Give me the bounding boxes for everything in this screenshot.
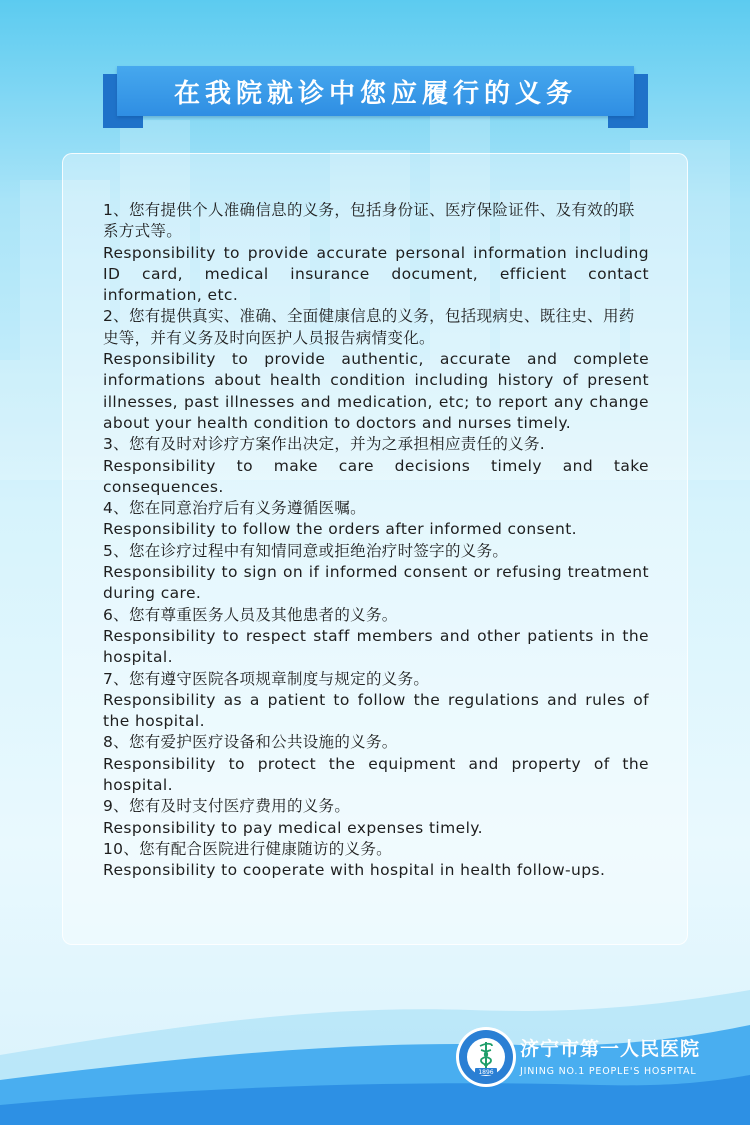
duty-9-en: Responsibility to pay medical expenses timely. <box>103 818 483 837</box>
duty-5-zh: 5、您在诊疗过程中有知情同意或拒绝治疗时签字的义务。 <box>103 541 509 560</box>
hospital-name-cn: 济宁市第一人民医院 <box>520 1038 701 1060</box>
duty-8-en: Responsibility to protect the equipment and property of the hospital. <box>103 754 649 795</box>
banner-body <box>117 66 634 116</box>
duty-10-en: Responsibility to cooperate with hospital in health follow-ups. <box>103 861 606 880</box>
duty-5-en: Responsibility to sign on if informed consent or refusing treatment during care. <box>103 563 649 603</box>
page-title: 在我院就诊中您应履行的义务 <box>173 78 577 109</box>
duty-10-zh: 10、您有配合医院进行健康随访的义务。 <box>103 839 392 858</box>
hospital-name-block <box>520 1034 700 1077</box>
duty-3-en: Responsibility to make care decisions timely and take consequences. <box>103 456 649 496</box>
duty-2-zh: 2、您有提供真实、准确、全面健康信息的义务，包括现病史、既往史、用药史等，并有义务及时向医护人员报告病情变化。 <box>103 307 635 347</box>
duty-9-zh: 9、您有及时支付医疗费用的义务。 <box>103 797 351 816</box>
duties-list <box>103 200 649 882</box>
duty-3-zh: 3、您有及时对诊疗方案作出决定，并为之承担相应责任的义务. <box>103 435 545 454</box>
title-banner <box>103 66 648 128</box>
duty-4-en: Responsibility to follow the orders after informed consent. <box>103 520 578 539</box>
hospital-name-en: JINING NO.1 PEOPLE'S HOSPITAL <box>520 1066 697 1077</box>
duty-7-en: Responsibility as a patient to follow the regulations and rules of the hospital. <box>103 690 649 731</box>
duty-8-zh: 8、您有爱护医疗设备和公共设施的义务。 <box>103 733 398 752</box>
duty-6-en: Responsibility to respect staff members and other patients in the hospital. <box>103 626 649 667</box>
duty-1-zh: 1、您有提供个人准确信息的义务，包括身份证、医疗保险证件、及有效的联系方式等。 <box>103 201 635 241</box>
logo-year: 1896 <box>478 1069 494 1076</box>
duty-2-en: Responsibility to provide authentic, accurate and complete informations about health condition including history of present illnesses, past illnesses and medication, etc; to report any change about your health condition to doctors and nurses timely. <box>103 350 649 432</box>
duty-6-zh: 6、您有尊重医务人员及其他患者的义务。 <box>103 605 398 624</box>
duty-7-zh: 7、您有遵守医院各项规章制度与规定的义务。 <box>103 669 430 688</box>
duty-1-en: Responsibility to provide accurate personal information including ID card, medical insurance document, efficient contact information, etc. <box>103 243 649 305</box>
duty-4-zh: 4、您在同意治疗后有义务遵循医嘱。 <box>103 499 366 518</box>
hospital-logo <box>455 1026 517 1088</box>
